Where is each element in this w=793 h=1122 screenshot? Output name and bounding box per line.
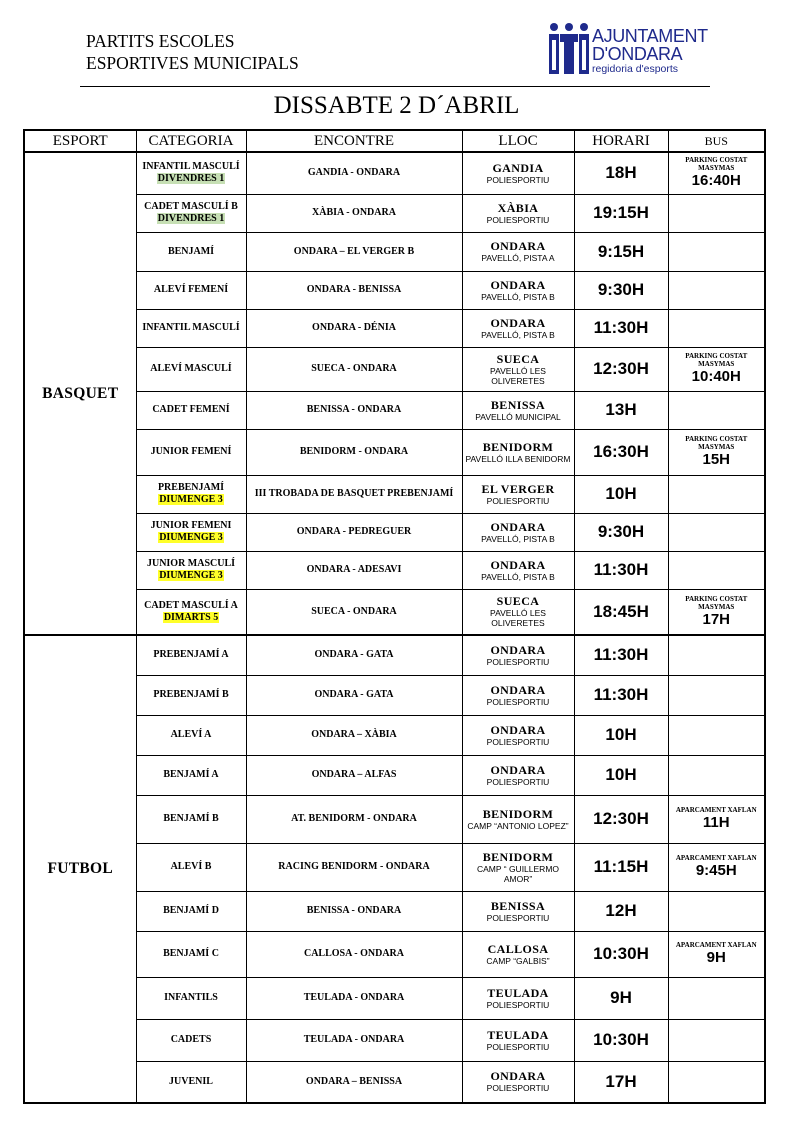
time-cell: 11:30H — [574, 675, 668, 715]
category-label: JUNIOR FEMENI — [150, 520, 232, 531]
category-cell — [136, 347, 246, 391]
place-venue: PAVELLÓ, PISTA A — [481, 253, 555, 263]
match-cell: BENISSA - ONDARA — [246, 891, 462, 931]
place-venue: PAVELLÓ ILLA BENIDORM — [465, 453, 571, 464]
bus-cell — [668, 795, 765, 843]
category-label: CADETS — [170, 1034, 212, 1045]
place-venue: POLIESPORTIU — [486, 912, 550, 923]
match-cell: ONDARA – EL VERGER B — [246, 232, 462, 271]
sport-cell-futbol: FUTBOL — [24, 635, 136, 1103]
logo-figures-icon — [548, 22, 590, 76]
bus-departure-time: 16:40H — [691, 172, 741, 190]
bus-cell — [668, 843, 765, 891]
time-cell: 17H — [574, 1061, 668, 1103]
place-town: ONDARA — [490, 557, 546, 572]
table-row — [24, 551, 765, 589]
place-venue: POLIESPORTIU — [486, 696, 550, 707]
category-label: PREBENJAMÍ — [157, 482, 225, 493]
place-town: ONDARA — [490, 762, 546, 777]
place-cell — [462, 1061, 574, 1103]
place-town: ONDARA — [490, 682, 546, 697]
table-row — [24, 843, 765, 891]
place-venue: POLIESPORTIU — [486, 999, 550, 1010]
bus-pickup-point: PARKING COSTAT MASYMAS — [685, 352, 748, 368]
table-row — [24, 194, 765, 232]
place-cell — [462, 1019, 574, 1061]
match-cell: SUECA - ONDARA — [246, 589, 462, 635]
category-cell — [136, 309, 246, 347]
table-row — [24, 1061, 765, 1103]
place-town: ONDARA — [490, 1069, 546, 1084]
match-cell: ONDARA – XÀBIA — [246, 715, 462, 755]
day-note-highlight: DIVENDRES 1 — [157, 213, 225, 224]
place-town: ONDARA — [490, 239, 546, 253]
place-cell — [462, 309, 574, 347]
place-town: BENISSA — [490, 397, 546, 412]
bus-cell — [668, 551, 765, 589]
bus-cell — [668, 931, 765, 977]
category-label: JUVENIL — [169, 1075, 213, 1087]
category-cell — [136, 715, 246, 755]
match-cell: TEULADA - ONDARA — [246, 1019, 462, 1061]
place-venue: POLIESPORTIU — [486, 776, 550, 787]
col-bus: BUS — [668, 130, 765, 152]
time-cell: 11:30H — [574, 309, 668, 347]
place-cell — [462, 194, 574, 232]
place-venue: POLIESPORTIU — [486, 174, 550, 185]
place-cell — [462, 347, 574, 391]
place-venue: POLIESPORTIU — [486, 656, 550, 667]
category-cell — [136, 931, 246, 977]
place-cell — [462, 843, 574, 891]
category-cell — [136, 1019, 246, 1061]
bus-cell — [668, 391, 765, 429]
category-cell — [136, 675, 246, 715]
place-town: GANDIA — [492, 160, 544, 175]
category-cell — [136, 589, 246, 635]
category-label: ALEVÍ A — [170, 729, 212, 740]
place-cell — [462, 931, 574, 977]
place-venue: POLIESPORTIU — [486, 214, 550, 225]
category-cell — [136, 513, 246, 551]
place-venue: PAVELLÓ MUNICIPAL — [475, 411, 561, 422]
place-cell — [462, 675, 574, 715]
table-header-row — [24, 130, 765, 152]
table-row — [24, 152, 765, 194]
category-label: INFANTIL MASCULÍ — [142, 322, 240, 333]
match-cell: CALLOSA - ONDARA — [246, 931, 462, 977]
match-cell: ONDARA - PEDREGUER — [246, 513, 462, 551]
category-cell — [136, 843, 246, 891]
category-cell — [136, 429, 246, 475]
place-cell — [462, 551, 574, 589]
table-row — [24, 391, 765, 429]
match-cell: SUECA - ONDARA — [246, 347, 462, 391]
bus-cell — [668, 715, 765, 755]
match-cell: BENIDORM - ONDARA — [246, 429, 462, 475]
document-header — [86, 30, 299, 74]
table-row — [24, 715, 765, 755]
match-cell: ONDARA - DÉNIA — [246, 309, 462, 347]
category-label: INFANTIL MASCULÍ — [142, 161, 240, 173]
place-town: BENIDORM — [482, 849, 554, 864]
bus-departure-time: 11H — [702, 814, 730, 831]
category-label: BENJAMÍ — [167, 245, 215, 257]
match-cell: RACING BENIDORM - ONDARA — [246, 843, 462, 891]
table-row — [24, 1019, 765, 1061]
day-note-highlight: DIUMENGE 3 — [159, 532, 223, 543]
table-row — [24, 271, 765, 309]
bus-cell — [668, 513, 765, 551]
place-town: BENISSA — [490, 898, 546, 913]
time-cell: 12H — [574, 891, 668, 931]
place-venue: PAVELLÓ LES OLIVERETES — [490, 608, 546, 629]
place-cell — [462, 232, 574, 271]
category-label: PREBENJAMÍ B — [153, 689, 229, 700]
table-row — [24, 309, 765, 347]
table-row — [24, 232, 765, 271]
time-cell: 9:30H — [574, 513, 668, 551]
sport-cell-basquet: BASQUET — [24, 152, 136, 635]
place-venue: PAVELLÓ, PISTA B — [481, 533, 555, 544]
place-cell — [462, 271, 574, 309]
day-note-highlight: DIUMENGE 3 — [159, 570, 223, 581]
day-note-highlight: DIVENDRES 1 — [157, 173, 225, 185]
bus-cell — [668, 194, 765, 232]
place-venue: POLIESPORTIU — [486, 736, 550, 747]
bus-cell — [668, 271, 765, 309]
place-town: ONDARA — [490, 315, 546, 330]
category-cell — [136, 194, 246, 232]
time-cell: 18:45H — [574, 589, 668, 635]
category-cell — [136, 475, 246, 513]
place-cell — [462, 977, 574, 1019]
time-cell: 12:30H — [574, 347, 668, 391]
time-cell: 16:30H — [574, 429, 668, 475]
match-cell: III TROBADA DE BASQUET PREBENJAMÍ — [246, 475, 462, 513]
bus-cell — [668, 309, 765, 347]
bus-departure-time: 17H — [702, 610, 731, 628]
place-venue: POLIESPORTIU — [486, 495, 550, 506]
category-label: CADET MASCULÍ B — [144, 201, 238, 212]
time-cell: 11:30H — [574, 635, 668, 675]
table-row — [24, 891, 765, 931]
category-label: BENJAMÍ C — [163, 948, 219, 959]
place-venue: CAMP “ANTONIO LOPEZ” — [467, 820, 569, 831]
category-cell — [136, 551, 246, 589]
time-cell: 10:30H — [574, 931, 668, 977]
place-cell — [462, 152, 574, 194]
bus-cell — [668, 891, 765, 931]
place-venue: PAVELLÓ, PISTA B — [481, 329, 555, 340]
category-label: INFANTILS — [164, 992, 218, 1003]
place-cell — [462, 513, 574, 551]
category-cell — [136, 755, 246, 795]
bus-pickup-point: PARKING COSTAT MASYMAS — [685, 435, 748, 451]
match-cell: ONDARA - ADESAVI — [246, 551, 462, 589]
time-cell: 9H — [574, 977, 668, 1019]
place-venue: CAMP “GALBIS” — [486, 955, 550, 966]
time-cell: 12:30H — [574, 795, 668, 843]
category-label: JUNIOR MASCULÍ — [146, 558, 236, 569]
place-cell — [462, 891, 574, 931]
col-lloc: LLOC — [462, 130, 574, 152]
bus-departure-time: 9:45H — [695, 862, 737, 879]
place-town: ONDARA — [490, 519, 546, 534]
place-venue: CAMP “ GUILLERMO AMOR” — [476, 863, 560, 884]
place-venue: PAVELLÓ, PISTA B — [481, 571, 555, 582]
place-town: ONDARA — [490, 277, 546, 292]
time-cell: 10H — [574, 475, 668, 513]
table-row — [24, 635, 765, 675]
bus-cell — [668, 1019, 765, 1061]
place-town: EL VERGER — [481, 481, 555, 496]
bus-cell — [668, 152, 765, 194]
col-esport: ESPORT — [24, 130, 136, 152]
time-cell: 18H — [574, 152, 668, 194]
time-cell: 19:15H — [574, 194, 668, 232]
time-cell: 13H — [574, 391, 668, 429]
logo-line-3: regidoria d'esports — [592, 63, 679, 75]
bus-cell — [668, 429, 765, 475]
category-cell — [136, 635, 246, 675]
logo-line-2: D'ONDARA — [592, 44, 683, 64]
ajuntament-logo — [548, 22, 718, 82]
category-label: JUNIOR FEMENÍ — [150, 446, 232, 457]
bus-pickup-point: APARCAMENT XAFLAN — [675, 806, 757, 814]
bus-departure-time: 15H — [702, 451, 731, 468]
place-venue: PAVELLÓ, PISTA B — [481, 291, 555, 302]
table-row — [24, 429, 765, 475]
bus-pickup-point: PARKING COSTAT MASYMAS — [685, 156, 748, 173]
table-row — [24, 513, 765, 551]
match-cell: ONDARA - BENISSA — [246, 271, 462, 309]
time-cell: 11:30H — [574, 551, 668, 589]
header-line-1: PARTITS ESCOLES — [86, 31, 235, 51]
time-cell: 10H — [574, 715, 668, 755]
place-cell — [462, 715, 574, 755]
table-row — [24, 931, 765, 977]
category-label: ALEVÍ MASCULÍ — [150, 363, 232, 374]
bus-cell — [668, 475, 765, 513]
bus-pickup-point: APARCAMENT XAFLAN — [675, 854, 757, 862]
place-venue: POLIESPORTIU — [486, 1041, 550, 1052]
category-label: ALEVÍ FEMENÍ — [153, 284, 229, 295]
logo-line-1: AJUNTAMENT — [592, 26, 708, 46]
time-cell: 10H — [574, 755, 668, 795]
schedule-body — [24, 152, 765, 1103]
day-note-highlight: DIUMENGE 3 — [159, 494, 223, 505]
bus-pickup-point: PARKING COSTAT MASYMAS — [685, 594, 748, 611]
match-cell: XÀBIA - ONDARA — [246, 194, 462, 232]
match-cell: BENISSA - ONDARA — [246, 391, 462, 429]
category-cell — [136, 152, 246, 194]
category-cell — [136, 271, 246, 309]
place-cell — [462, 429, 574, 475]
category-label: ALEVÍ B — [170, 861, 212, 872]
header-line-2: ESPORTIVES MUNICIPALS — [86, 53, 299, 73]
category-label: BENJAMÍ B — [163, 813, 219, 824]
place-town: BENIDORM — [482, 806, 554, 821]
table-row — [24, 977, 765, 1019]
bus-departure-time: 9H — [706, 949, 726, 966]
table-row — [24, 795, 765, 843]
place-town: SUECA — [496, 594, 540, 609]
bus-cell — [668, 232, 765, 271]
bus-cell — [668, 347, 765, 391]
place-town: CALLOSA — [487, 941, 549, 956]
category-label: BENJAMÍ A — [163, 769, 219, 780]
table-row — [24, 755, 765, 795]
bus-cell — [668, 1061, 765, 1103]
time-cell: 9:30H — [574, 271, 668, 309]
table-row — [24, 347, 765, 391]
category-cell — [136, 977, 246, 1019]
bus-cell — [668, 589, 765, 635]
category-label: CADET MASCULÍ A — [144, 599, 238, 611]
time-cell: 9:15H — [574, 232, 668, 271]
bus-cell — [668, 755, 765, 795]
place-cell — [462, 755, 574, 795]
bus-cell — [668, 977, 765, 1019]
col-encontre: ENCONTRE — [246, 130, 462, 152]
match-cell: AT. BENIDORM - ONDARA — [246, 795, 462, 843]
category-label: BENJAMÍ D — [163, 905, 219, 916]
place-cell — [462, 475, 574, 513]
category-cell — [136, 1061, 246, 1103]
match-cell: ONDARA – BENISSA — [246, 1061, 462, 1103]
time-cell: 11:15H — [574, 843, 668, 891]
category-label: PREBENJAMÍ A — [153, 649, 229, 661]
place-cell — [462, 635, 574, 675]
category-label: CADET FEMENÍ — [152, 404, 230, 415]
match-cell: ONDARA - GATA — [246, 635, 462, 675]
category-cell — [136, 232, 246, 271]
place-town: TEULADA — [487, 1027, 549, 1042]
bus-departure-time: 10:40H — [691, 368, 741, 385]
day-note-highlight: DIMARTS 5 — [163, 611, 219, 623]
place-town: XÀBIA — [497, 200, 539, 215]
category-cell — [136, 391, 246, 429]
bus-cell — [668, 675, 765, 715]
bus-cell — [668, 635, 765, 675]
time-cell: 10:30H — [574, 1019, 668, 1061]
match-cell: GANDIA - ONDARA — [246, 152, 462, 194]
place-town: TEULADA — [487, 985, 549, 1000]
category-cell — [136, 891, 246, 931]
table-row — [24, 675, 765, 715]
category-cell — [136, 795, 246, 843]
col-categoria: CATEGORIA — [136, 130, 246, 152]
place-town: ONDARA — [490, 722, 546, 737]
place-town: ONDARA — [490, 642, 546, 657]
bus-pickup-point: APARCAMENT XAFLAN — [675, 941, 757, 949]
place-venue: PAVELLÓ LES OLIVERETES — [490, 365, 546, 386]
match-cell: ONDARA – ALFAS — [246, 755, 462, 795]
place-cell — [462, 391, 574, 429]
place-venue: POLIESPORTIU — [486, 1083, 550, 1094]
col-horari: HORARI — [574, 130, 668, 152]
table-row — [24, 475, 765, 513]
place-town: SUECA — [496, 351, 540, 366]
match-cell: ONDARA - GATA — [246, 675, 462, 715]
place-cell — [462, 589, 574, 635]
header-divider — [80, 86, 710, 87]
place-town: BENIDORM — [482, 439, 554, 454]
day-title: DISSABTE 2 D´ABRIL — [273, 92, 520, 119]
table-row — [24, 589, 765, 635]
schedule-table — [23, 129, 766, 1104]
place-cell — [462, 795, 574, 843]
match-cell: TEULADA - ONDARA — [246, 977, 462, 1019]
